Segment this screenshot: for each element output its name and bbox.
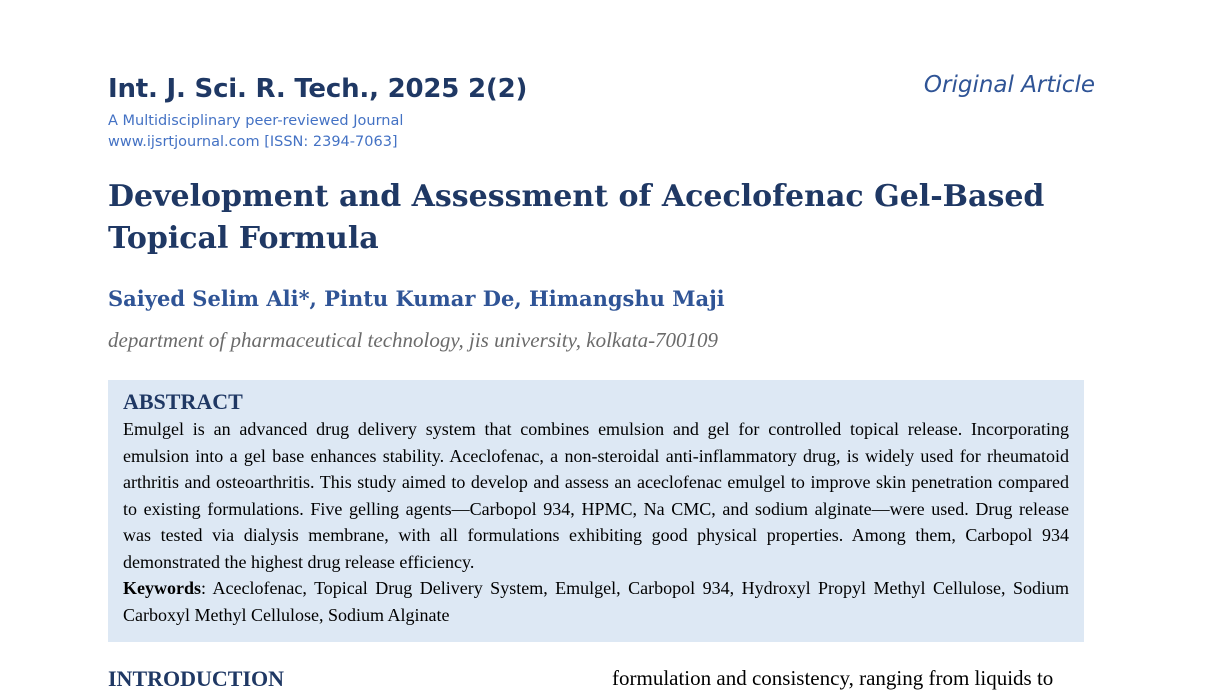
- keywords-text: : Aceclofenac, Topical Drug Delivery System, Emulgel, Carbopol 934, Hydroxyl Propyl Methyl Cellulose, Sodium Carboxyl Methyl Cellulose, Sodium Alginate: [123, 578, 1069, 625]
- keywords-paragraph: [123, 575, 1069, 628]
- article-type-label: Original Article: [923, 72, 1095, 98]
- journal-title: Int. J. Sci. R. Tech., 2025 2(2): [108, 74, 528, 104]
- journal-website-issn[interactable]: www.ijsrtjournal.com [ISSN: 2394-7063]: [108, 134, 398, 150]
- author-affiliation: department of pharmaceutical technology, jis university, kolkata-700109: [108, 328, 719, 352]
- paper-title: Development and Assessment of Aceclofenac Gel-Based Topical Formula: [108, 179, 1045, 256]
- abstract-text: Emulgel is an advanced drug delivery system that combines emulsion and gel for controlled topical release. Incorporating emulsion into a gel base enhances stability. Aceclofenac, a non-steroidal anti-inflammatory drug, is widely used for rheumatoid arthritis and osteoarthritis. This study aimed to develop and assess an aceclofenac emulgel to improve skin penetration compared to existing formulations. Five gelling agents—Carbopol 934, HPMC, Na CMC, and sodium alginate—were used. Drug release was tested via dialysis membrane, with all formulations exhibiting good physical properties. Among them, Carbopol 934 demonstrated the highest drug release efficiency.: [123, 419, 1069, 572]
- author-list: Saiyed Selim Ali*, Pintu Kumar De, Himangshu Maji: [108, 286, 725, 311]
- abstract-heading: ABSTRACT: [123, 389, 243, 414]
- column2-body-text: formulation and consistency, ranging from liquids to: [612, 666, 1054, 690]
- abstract-box: [108, 380, 1084, 642]
- introduction-heading: INTRODUCTION: [108, 666, 285, 691]
- journal-subtitle: A Multidisciplinary peer-reviewed Journal: [108, 113, 404, 129]
- keywords-label: Keywords: [123, 578, 201, 598]
